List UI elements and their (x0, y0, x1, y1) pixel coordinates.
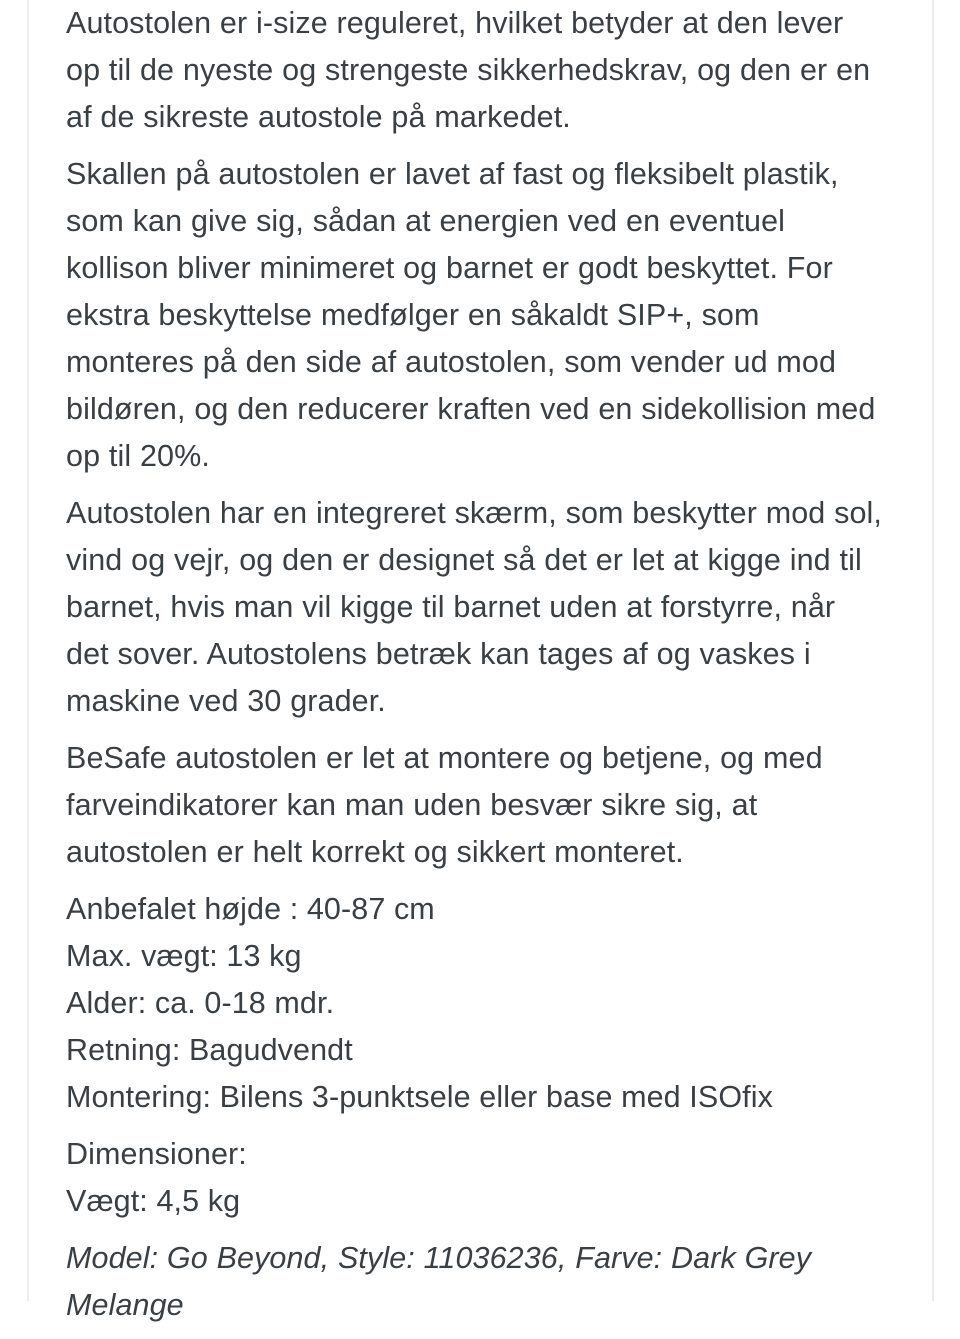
description-paragraph-besafe: BeSafe autostolen er let at montere og betjene, og med farveindikatorer kan man uden besvær sikre sig, at autostolen er helt korrekt og sikkert monteret. (66, 741, 823, 869)
model-style-color-footnote: Model: Go Beyond, Style: 11036236, Farve: Dark Grey Melange (66, 1241, 812, 1322)
description-paragraph-shell: Skallen på autostolen er lavet af fast og fleksibelt plastik, som kan give sig, sådan at energien ved en eventuel kollison bliver minimeret og barnet er godt beskyttet. For ekstra beskyttelse medfølger en såkaldt SIP+, som monteres på den side af autostolen, som vender ud mod bildøren, og den reducerer kraften ved en sidekollision med op til 20%. (66, 157, 876, 473)
spec-block-main (66, 886, 886, 1121)
spec-block-dimensions (66, 1131, 886, 1225)
spec-line-age: Alder: ca. 0-18 mdr. (66, 986, 335, 1020)
spec-line-max-weight: Max. vægt: 13 kg (66, 939, 302, 973)
spec-line-weight: Vægt: 4,5 kg (66, 1184, 241, 1218)
spec-line-recommended-height: Anbefalet højde : 40-87 cm (66, 892, 435, 926)
spec-line-direction: Retning: Bagudvendt (66, 1033, 353, 1067)
description-paragraph-canopy: Autostolen har en integreret skærm, som beskytter mod sol, vind og vejr, og den er designet så det er let at kigge ind til barnet, hvis man vil kigge til barnet uden at forstyrre, når det sover. Autostolens betræk kan tages af og vaskes i maskine ved 30 grader. (66, 496, 882, 718)
spec-line-dimensions-label: Dimensioner: (66, 1137, 247, 1171)
description-paragraph-isize: Autostolen er i-size reguleret, hvilket betyder at den lever op til de nyeste og strengeste sikkerhedskrav, og den er en af de sikreste autostole på markedet. (66, 6, 871, 134)
product-description (66, 0, 886, 1339)
spec-line-mounting: Montering: Bilens 3-punktsele eller base med ISOfix (66, 1080, 773, 1114)
description-panel (27, 0, 934, 1322)
